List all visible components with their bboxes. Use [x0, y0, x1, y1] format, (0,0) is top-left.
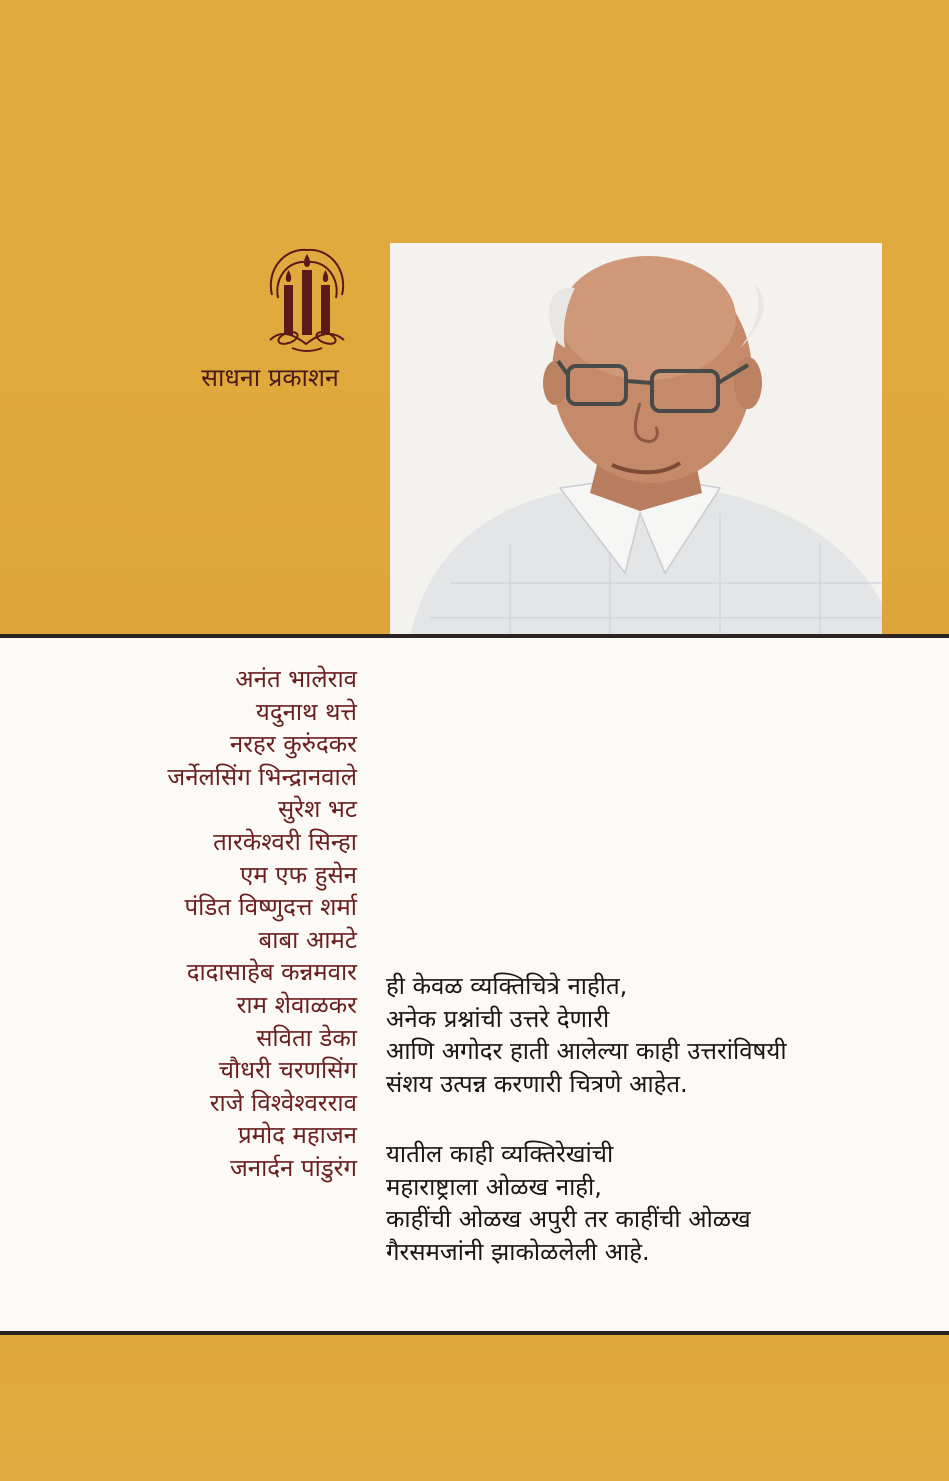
paragraph-line: आणि अगोदर हाती आलेल्या काही उत्तरांविषयी [386, 1037, 787, 1065]
list-item: सुरेश भट [278, 795, 357, 824]
description-paragraph-1 [386, 970, 926, 1100]
list-item: पंडित विष्णुदत्त शर्मा [184, 893, 357, 922]
list-item: एम एफ हुसेन [240, 860, 357, 889]
list-item: प्रमोद महाजन [237, 1121, 357, 1150]
paragraph-line: काहींची ओळख अपुरी तर काहींची ओळख [386, 1205, 751, 1233]
paragraph-line: ही केवळ व्यक्तिचित्रे नाहीत, [386, 972, 628, 1000]
list-item: नरहर कुरुंदकर [229, 730, 357, 759]
list-item: चौधरी चरणसिंग [218, 1056, 357, 1085]
candles-logo-icon [262, 240, 352, 355]
list-item: राम शेवाळकर [236, 990, 357, 1019]
list-item: दादासाहेब कन्नमवार [186, 958, 357, 987]
author-photo [390, 243, 882, 637]
list-item: बाबा आमटे [258, 925, 357, 954]
list-item: राजे विश्वेश्वरराव [209, 1088, 357, 1117]
cover-bottom-band [0, 1335, 949, 1481]
paragraph-line: यातील काही व्यक्तिरेखांची [386, 1140, 614, 1168]
list-item: यदुनाथ थत्ते [255, 697, 357, 726]
paragraph-line: अनेक प्रश्नांची उत्तरे देणारी [386, 1004, 610, 1033]
publisher-name: साधना प्रकाशन [201, 363, 339, 392]
description-paragraph-2 [386, 1138, 926, 1268]
list-item: सविता डेका [256, 1023, 357, 1052]
paragraph-line: संशय उत्पन्न करणारी चित्रणे आहेत. [386, 1069, 688, 1098]
list-item: जर्नेलसिंग भिन्द्रानवाले [167, 762, 357, 791]
list-item: जनार्दन पांडुरंग [229, 1153, 357, 1182]
paragraph-line: गैरसमजांनी झाकोळलेली आहे. [386, 1237, 650, 1266]
names-list [17, 663, 357, 1185]
list-item: अनंत भालेराव [235, 665, 357, 693]
paragraph-line: महाराष्ट्राला ओळख नाही, [386, 1172, 602, 1201]
list-item: तारकेश्वरी सिन्हा [213, 827, 357, 856]
